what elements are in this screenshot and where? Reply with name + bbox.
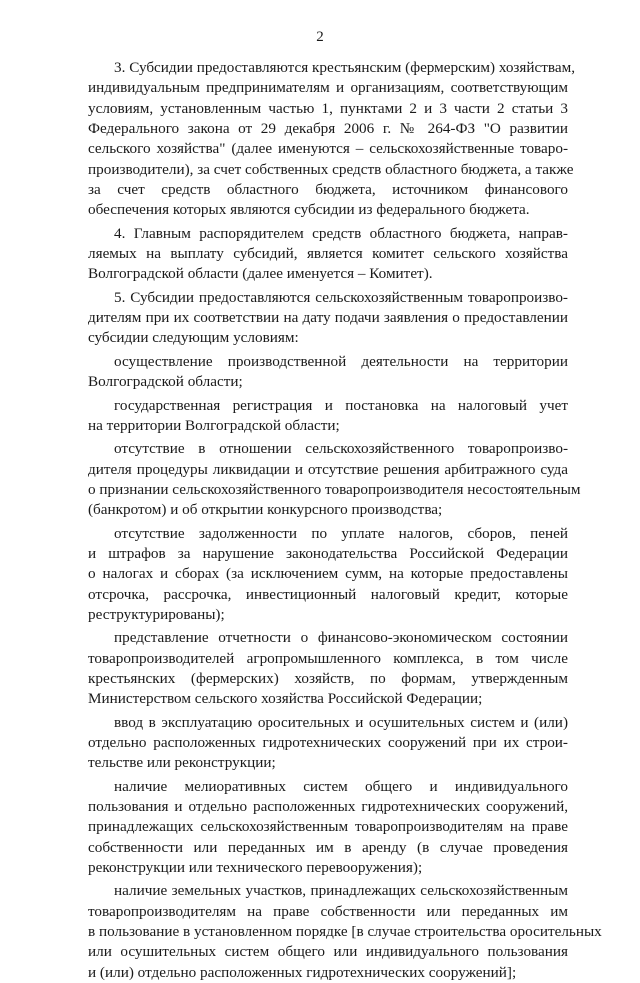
paragraph xyxy=(88,58,576,221)
text-line: реструктурированы); xyxy=(88,605,225,623)
text-line: условиям, установленным частью 1, пунктами 2 и 3 части 2 статьи 3 xyxy=(88,99,568,117)
text-line: дителям при их соответствии на дату подачи заявления о предоставлении xyxy=(88,309,568,327)
text-line: 5. Субсидии предоставляются сельскохозяйственным товаропроизво- xyxy=(114,288,568,306)
paragraph xyxy=(88,288,568,349)
paragraph xyxy=(88,352,568,393)
paragraph xyxy=(88,224,568,285)
text-line: 4. Главным распорядителем средств областного бюджета, направ- xyxy=(114,224,568,242)
text-line: производители), за счет собственных средств областного бюджета, а также xyxy=(88,160,574,178)
paragraph xyxy=(88,881,602,983)
paragraph xyxy=(88,628,568,709)
text-line: на территории Волгоградской области; xyxy=(88,416,340,434)
text-line: представление отчетности о финансово-экономическом состоянии xyxy=(114,629,568,647)
text-line: товаропроизводителям на праве собственности или переданных им xyxy=(88,902,568,920)
text-line: Федерального закона от 29 декабря 2006 г. № 264-ФЗ "О развитии xyxy=(88,120,568,138)
paragraph xyxy=(88,713,568,774)
text-line: сельского хозяйства" (далее именуются – сельскохозяйственные товаро- xyxy=(88,140,568,158)
text-line: отдельно расположенных гидротехнических сооружений при их строи- xyxy=(88,734,568,751)
text-line: осуществление производственной деятельности на территории xyxy=(114,352,568,370)
text-line: тельстве или реконструкции; xyxy=(88,754,276,772)
text-line: принадлежащих сельскохозяйственным товаропроизводителям на праве xyxy=(88,818,568,836)
text-line: Волгоградской области (далее именуется – Комитет). xyxy=(88,265,433,283)
text-line: крестьянских (фермерских) хозяйств, по формам, утвержденным xyxy=(88,669,568,687)
text-line: субсидии следующим условиям: xyxy=(88,329,299,347)
document-body xyxy=(88,58,602,983)
text-line: ввод в эксплуатацию оросительных и осушительных систем и (или) xyxy=(114,713,568,731)
text-line: за счет средств областного бюджета, источником финансового xyxy=(88,181,568,199)
text-line: (банкротом) и об открытии конкурсного производства; xyxy=(88,501,443,519)
text-line: наличие мелиоративных систем общего и индивидуального xyxy=(114,777,568,795)
text-line: или осушительных систем общего или индивидуального пользования xyxy=(88,943,568,961)
text-line: о налогах и сборах (за исключением сумм, на которые предоставлены xyxy=(88,565,568,583)
text-line: Министерством сельского хозяйства Российской Федерации; xyxy=(88,690,483,708)
text-line: дителя процедуры ликвидации и отсутствие решения арбитражного суда xyxy=(88,460,568,478)
paragraph xyxy=(88,439,581,520)
text-line: и штрафов за нарушение законодательства Российской Федерации xyxy=(88,544,568,562)
text-line: о признании сельскохозяйственного товаропроизводителя несостоятельным xyxy=(88,480,581,498)
text-line: отсутствие задолженности по уплате налогов, сборов, пеней xyxy=(114,524,568,542)
paragraph xyxy=(88,524,568,626)
paragraph xyxy=(88,396,568,437)
text-line: отсрочка, рассрочка, инвестиционный налоговый кредит, которые xyxy=(88,585,568,603)
text-line: и (или) отдельно расположенных гидротехнических сооружений]; xyxy=(88,963,517,981)
text-line: индивидуальным предпринимателям и организациям, соответствующим xyxy=(88,79,568,97)
text-line: обеспечения которых являются субсидии из федерального бюджета. xyxy=(88,201,530,219)
text-line: реконструкции или технического перевооружения); xyxy=(88,859,423,877)
text-line: государственная регистрация и постановка на налоговый учет xyxy=(114,396,568,414)
text-line: собственности или переданных им в аренду (в случае проведения xyxy=(88,838,568,856)
page-number: 2 xyxy=(316,29,324,45)
text-line: ляемых на выплату субсидий, является комитет сельского хозяйства xyxy=(88,245,568,263)
text-line: в пользование в установленном порядке [в случае строительства оросительных xyxy=(88,923,602,941)
text-line: наличие земельных участков, принадлежащих сельскохозяйственным xyxy=(114,882,568,900)
text-line: отсутствие в отношении сельскохозяйственного товаропроизво- xyxy=(114,440,568,458)
text-line: 3. Субсидии предоставляются крестьянским (фермерским) хозяйствам, xyxy=(114,59,576,76)
text-line: Волгоградской области; xyxy=(88,373,243,391)
text-line: пользования и отдельно расположенных гидротехнических сооружений, xyxy=(88,798,568,816)
paragraph xyxy=(88,777,568,879)
text-line: товаропроизводителей агропромышленного комплекса, в том числе xyxy=(88,649,568,667)
